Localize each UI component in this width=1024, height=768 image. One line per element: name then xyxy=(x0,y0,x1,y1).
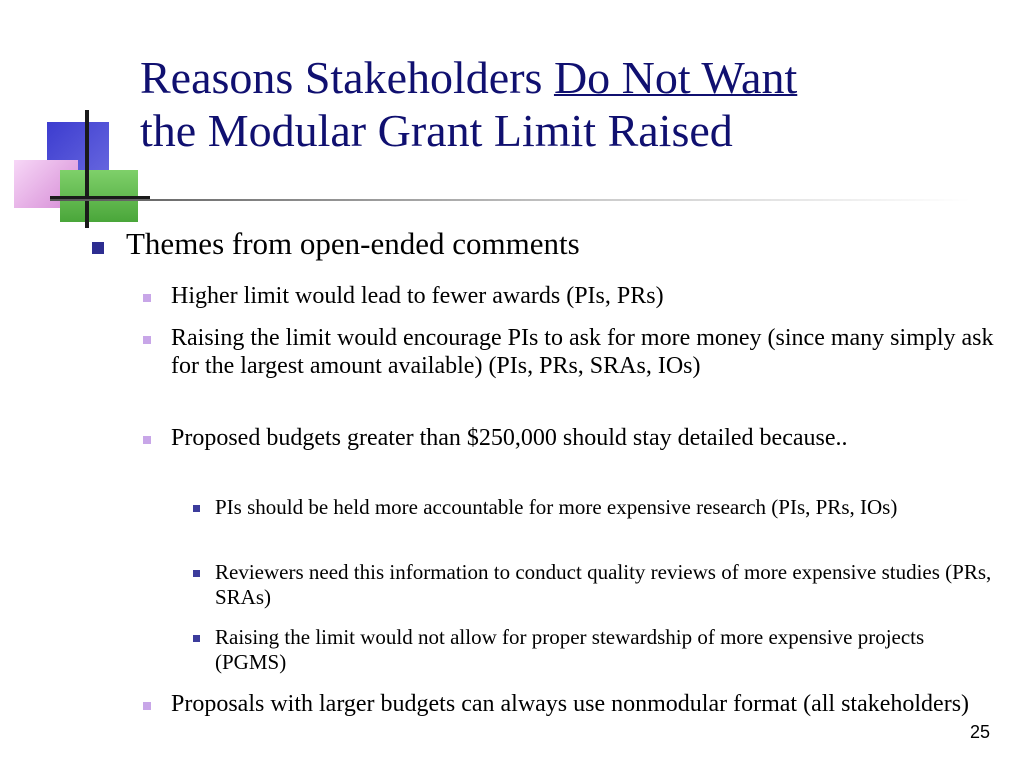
square-bullet-icon xyxy=(143,702,151,710)
bullet-text: Themes from open-ended comments xyxy=(126,226,580,261)
bullet-level2 xyxy=(171,690,1001,718)
bullet-level3 xyxy=(215,495,995,520)
bullet-text: Raising the limit would not allow for proper stewardship of more expensive projects (PGMS) xyxy=(215,625,925,674)
bullet-text: Raising the limit would encourage PIs to ask for more money (since many simply ask for the largest amount available) (PIs, PRs, SRAs, IOs) xyxy=(171,325,994,379)
bullet-level2 xyxy=(171,282,1001,310)
square-bullet-icon xyxy=(92,242,104,254)
bullet-text: PIs should be held more accountable for more expensive research (PIs, PRs, IOs) xyxy=(215,495,898,519)
bullet-level3 xyxy=(215,625,995,675)
title-underlined-phrase: Do Not Want xyxy=(553,52,798,103)
square-bullet-icon xyxy=(193,635,200,642)
bullet-level2 xyxy=(171,424,1001,452)
square-bullet-icon xyxy=(143,436,151,444)
title-part-1: Reasons Stakeholders xyxy=(140,52,554,103)
bullet-level1 xyxy=(126,226,1006,262)
square-bullet-icon xyxy=(143,294,151,302)
square-bullet-icon xyxy=(193,505,200,512)
bullet-text: Proposed budgets greater than $250,000 should stay detailed because.. xyxy=(171,425,848,451)
bullet-text: Higher limit would lead to fewer awards (PIs, PRs) xyxy=(171,283,664,309)
slide-title xyxy=(140,52,1000,158)
bullet-level2 xyxy=(171,324,1001,380)
bullet-text: Reviewers need this information to conduct quality reviews of more expensive studies (PRs, SRAs) xyxy=(215,560,992,609)
square-bullet-icon xyxy=(193,570,200,577)
title-part-2: the Modular Grant Limit Raised xyxy=(140,104,733,156)
page-number: 25 xyxy=(969,722,990,742)
title-divider-rule xyxy=(50,199,970,201)
square-bullet-icon xyxy=(143,336,151,344)
bullet-level3 xyxy=(215,560,995,610)
bullet-text: Proposals with larger budgets can always use nonmodular format (all stakeholders) xyxy=(171,691,970,717)
decorative-vertical-line xyxy=(85,110,89,228)
